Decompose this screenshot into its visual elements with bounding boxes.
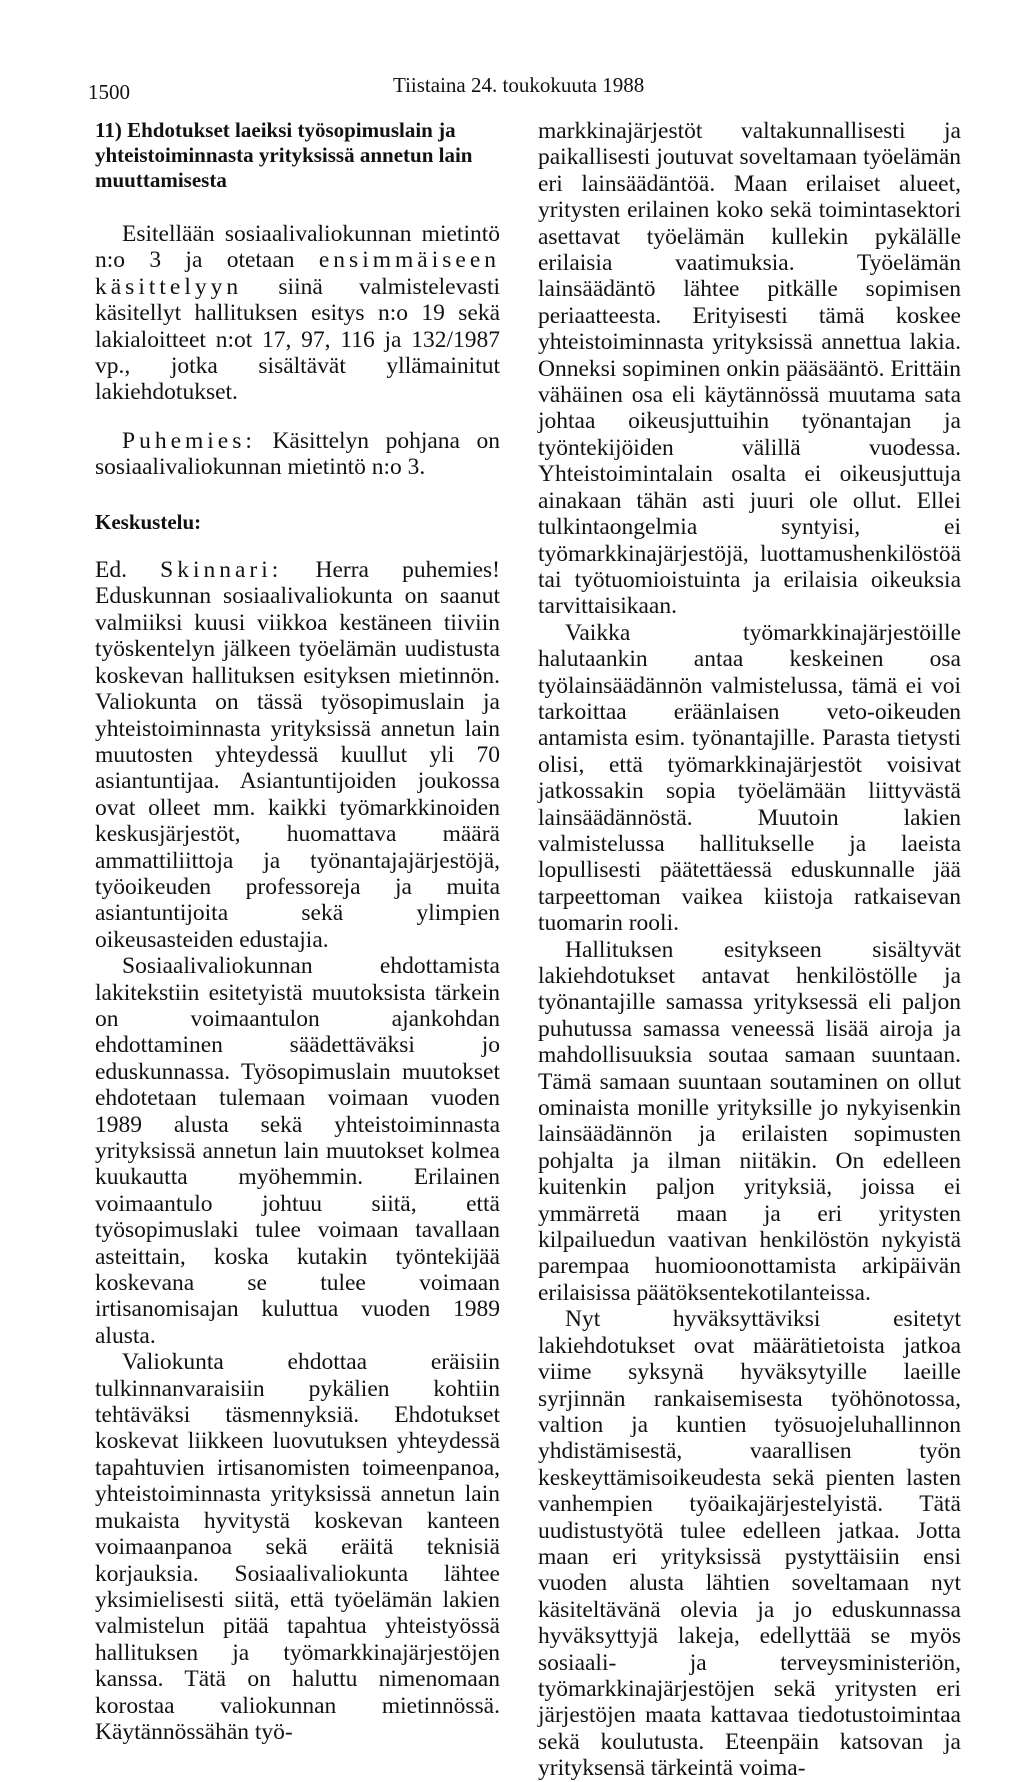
intro-text-1: Esitellään sosiaalivaliokunnan mietintö n:o 3 ja otetaan xyxy=(95,221,500,274)
discussion-heading: Keskustelu: xyxy=(95,509,202,534)
page-number: 1500 xyxy=(88,80,130,104)
ed-prefix: Ed. xyxy=(95,557,127,584)
speech-paragraph-3: Valiokunta ehdottaa eräisiin tulkinnanvaraisiin pykälien kohtiin tehtäväksi täsmennyksiä. Ehdotukset koskevat liikkeen luovutuksen yhteydessä tapahtuvien irtisanomisten toimeenpanoa, yhteistoiminnasta yrityksissä annetun lain mukaista hyvitystä koskevan kanteen voimaanpanoa sekä eräitä teknisiä korjauksia. Sosiaalivaliokunta lähtee yksimielisesti siitä, että työelämän lakien valmistelun pitää tapahtua yhteistyössä hallituksen ja työmarkkinajärjestöjen kanssa. Tätä on haluttu nimenomaan korostaa valiokunnan mietinnössä. Käytännössähän työ- xyxy=(95,1349,500,1745)
intro-spaced-text: ensimmäiseen käsittelyyn xyxy=(95,247,501,300)
speaker-text: Käsittelyn pohjana on sosiaalivaliokunnan mietintö n:o 3. xyxy=(95,427,500,481)
right-paragraph-1: markkinajärjestöt valtakunnallisesti ja paikallisesti joutuvat soveltamaan työelämän eri lainsäädäntöä. Maan erilaiset alueet, yritysten erilainen koko sekä toimintasektori asettavat työelämän kullekin pykälälle erilaisia vaatimuksia. Työelämän lainsäädäntö lähtee pitkälle sopimisen periaatteesta. Erityisesti tämä koskee yhteistoiminnasta yrityksissä annettua lakia. Onneksi sopiminen onkin pääsääntö. Erittäin vähäinen osa eli käytännössä muutama sata johtaa oikeusjuttuihin työnantajan ja työntekijöiden välillä vuodessa. Yhteistoimintalain osalta ei oikeusjuttuja ainakaan tähän asti juuri ole ollut. Ellei tulkintaongelmia syntyisi, ei työmarkkinajärjestöjä, luottamushenkilöstöä tai työtuomioistuinta ja erilaisia oikeuksia tarvittaisikaan. xyxy=(538,118,961,620)
speech-text-1: Herra puhemies! Eduskunnan sosiaalivaliokunta on saanut valmiiksi kuusi viikkoa kestäneen tiiviin työskentelyn jälkeen työelämän uudistusta koskevan hallituksen esityksen mietinnön. Valiokunta on tässä työsopimuslain ja yhteistoiminnasta yrityksissä annetun lain muutosten yhteydessä kuullut yli 70 asiantuntijaa. Asiantuntijoiden joukossa ovat olleet mm. kaikki työmarkkinoiden keskusjärjestöt, huomattava määrä ammattiliittoja ja työnantajajärjestöjä, työoikeuden professoreja ja muita asiantuntijoita sekä ylimpien oikeusasteiden edustajia. xyxy=(95,557,500,953)
speaker-label: Puhemies: xyxy=(122,427,256,454)
right-paragraph-4: Nyt hyväksyttäviksi esitetyt lakiehdotukset ovat määrätietoista jatkoa viime syksynä hyväksytyille laeille syrjinnän rankaisemisesta työhönotossa, valtion ja kuntien työsuojeluhallinnon yhdistämisestä, vaarallisen työn keskeyttämisoikeudesta sekä pienten lasten vanhempien työaikajärjestelyistä. Tätä uudistustyötä tulee edelleen jatkaa. Jotta maan eri yrityksissä pystyttäisiin ensi vuoden alusta lähtien soveltamaan nyt käsiteltävänä olevia ja jo eduskunnassa hyväksyttyjä lakeja, edellyttää se myös sosiaali- ja terveysministeriön, työmarkkinajärjestöjen sekä yritysten eri järjestöjen maata kattavaa tiedotustoimintaa sekä koulutusta. Eteenpäin katsovan ja yrityksensä tärkeintä voima- xyxy=(538,1306,961,1782)
speaker-name: Skinnari: xyxy=(160,557,283,584)
intro-paragraph xyxy=(95,221,500,406)
right-paragraph-2: Vaikka työmarkkinajärjestöille halutaankin antaa keskeinen osa työlainsäädännön valmistelussa, tämä ei voi tarkoittaa eräänlaisen veto-oikeuden antamista esim. työnantajille. Parasta tietysti olisi, että työmarkkinajärjestöt voisivat jatkossakin sopia työelämään liittyvästä lainsäädännöstä. Muutoin lakien valmistelussa hallitukselle ja laeista lopullisesti päätettäessä eduskunnalle jää tarpeettoman vaikea kiistoja ratkaisevan tuomarin rooli. xyxy=(538,619,961,937)
agenda-item-heading: 11) Ehdotukset laeiksi työsopimuslain ja yhteistoiminnasta yrityksissä annetun lain muuttamisesta xyxy=(95,118,473,192)
speech-paragraph-2: Sosiaalivaliokunnan ehdottamista lakitekstiin esitetyistä muutoksista tärkein on voimaantulon ajankohdan ehdottaminen säädettäväksi jo eduskunnassa. Työsopimuslain muutokset ehdotetaan tulemaan voimaan vuoden 1989 alusta sekä yhteistoiminnasta yrityksissä annetun lain muutokset kolmea kuukautta myöhemmin. Erilainen voimaantulo johtuu siitä, että työsopimuslaki tulee voimaan tavallaan asteittain, koska kutakin työntekijää koskevana se tulee voimaan irtisanomisajan kuluttua vuoden 1989 alusta. xyxy=(95,953,500,1349)
intro-text-2: siinä valmistelevasti käsitellyt hallituksen esitys n:o 19 sekä lakialoitteet n:ot 17, 97, 116 ja 132/1987 vp., jotka sisältävät yllämainitut lakiehdotukset. xyxy=(95,273,500,406)
speech-paragraph-1 xyxy=(95,557,500,953)
right-paragraph-3: Hallituksen esitykseen sisältyvät lakiehdotukset antavat henkilöstölle ja työnantajille samassa yrityksessä eli paljon puhutussa samassa veneessä lisää airoja ja mahdollisuuksia soutaa samaan suuntaan. Tämä samaan suuntaan soutaminen on ollut ominaista monille yrityksille jo nykyisenkin lainsäädännön ja erilaisten sopimusten pohjalta ja ilman niitäkin. On edelleen kuitenkin paljon yrityksiä, joissa ei ymmärretä maan ja eri yritysten kilpailuedun vaativan henkilöstön nykyistä parempaa huomioonottamista arkipäivän erilaisissa päätöksentekotilanteissa. xyxy=(538,936,961,1306)
speaker-paragraph xyxy=(95,428,500,481)
right-column xyxy=(538,118,961,1782)
left-column xyxy=(95,118,500,1745)
running-header: Tiistaina 24. toukokuuta 1988 xyxy=(393,73,645,97)
